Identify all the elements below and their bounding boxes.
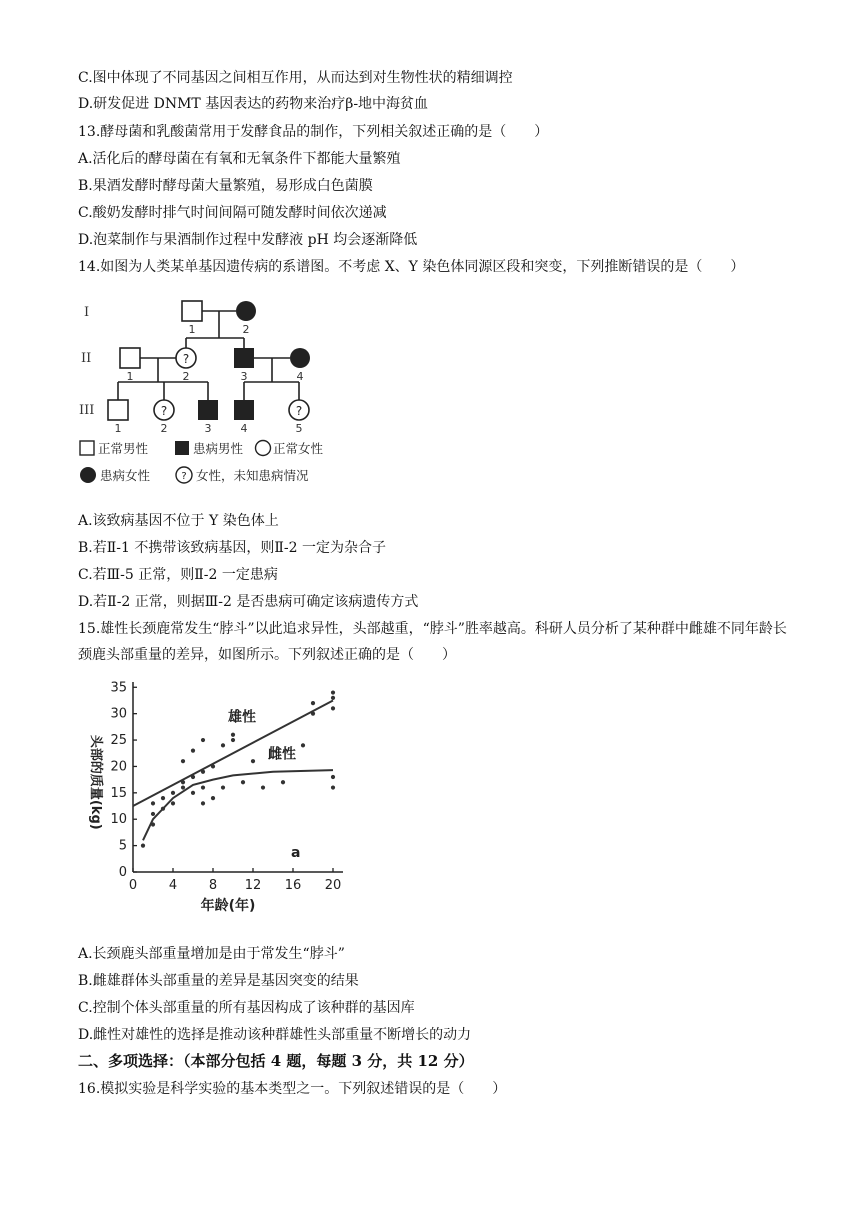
iii4-affected-male — [234, 400, 254, 420]
gen-label-1: I — [84, 305, 90, 320]
data-point — [331, 690, 335, 694]
data-point — [231, 733, 235, 737]
legend-affected-male: 患病男性 — [193, 441, 244, 456]
i1-normal-male — [182, 301, 202, 321]
x-axis-label: 年龄(年) — [200, 898, 256, 914]
ii4-number: 4 — [296, 370, 304, 383]
data-point — [231, 738, 235, 742]
data-point — [201, 801, 205, 805]
q16-stem: 16.模拟实验是科学实验的基本类型之一。下列叙述错误的是（ ） — [78, 1081, 507, 1097]
data-point — [311, 701, 315, 705]
q13-option-b: B.果酒发酵时酵母菌大量繁殖，易形成白色菌膜 — [78, 178, 373, 194]
gen-label-3: III — [79, 403, 95, 418]
series-label-male: 雄性 — [228, 709, 256, 726]
x-tick-label: 20 — [324, 878, 342, 893]
y-axis-label: 头部的质量(kg) — [88, 734, 103, 830]
data-point — [171, 801, 175, 805]
legend-affected-male-icon — [175, 441, 189, 455]
data-point — [211, 796, 215, 800]
data-point — [221, 743, 225, 747]
data-point — [221, 785, 225, 789]
data-point — [301, 743, 305, 747]
q14-option-a: A.该致病基因不位于 Y 染色体上 — [78, 513, 279, 529]
data-point — [161, 796, 165, 800]
q14-option-b: B.若Ⅱ-1 不携带该致病基因，则Ⅱ-2 一定为杂合子 — [78, 540, 386, 556]
legend-normal-male: 正常男性 — [98, 441, 149, 456]
i1-number: 1 — [188, 323, 196, 336]
data-point — [161, 807, 165, 811]
data-point — [251, 759, 255, 763]
data-point — [311, 712, 315, 716]
legend-normal-female-icon — [256, 441, 271, 456]
ii3-affected-male — [234, 348, 254, 368]
q14-stem: 14.如图为人类某单基因遗传病的系谱图。不考虑 X、Y 染色体同源区段和突变，下列推断错误的是（ ） — [78, 259, 745, 275]
y-tick-label: 20 — [110, 759, 127, 775]
legend-affected-female-icon — [80, 467, 96, 483]
q13-option-c: C.酸奶发酵时排气时间间隔可随发酵时间依次递减 — [78, 205, 387, 221]
head-weight-chart — [78, 672, 368, 924]
data-point — [331, 696, 335, 700]
ii2-number: 2 — [182, 370, 190, 383]
section-2-heading: 二、多项选择：（本部分包括 4 题，每题 3 分，共 12 分） — [78, 1052, 474, 1070]
data-point — [201, 785, 205, 789]
data-point — [191, 775, 195, 779]
q13-option-a: A.活化后的酵母菌在有氧和无氧条件下都能大量繁殖 — [78, 151, 401, 167]
q15-option-b: B.雌雄群体头部重量的差异是基因突变的结果 — [78, 973, 359, 989]
q12-option-c: C.图中体现了不同基因之间相互作用，从而达到对生物性状的精细调控 — [78, 70, 513, 86]
q15-stem: 15.雄性长颈鹿常发生“脖斗”以此追求异性，头部越重，“脖斗”胜率越高。科研人员分析了某种群中雌雄不同年龄长颈鹿头部重量的差异，如图所示。下列叙述正确的是（ ） — [78, 621, 787, 663]
y-tick-label: 15 — [110, 785, 127, 801]
q13-option-d: D.泡菜制作与果酒制作过程中发酵液 pH 均会逐渐降低 — [78, 232, 418, 248]
data-point — [261, 785, 265, 789]
ii1-number: 1 — [126, 370, 134, 383]
data-point — [181, 780, 185, 784]
data-point — [201, 738, 205, 742]
data-point — [241, 780, 245, 784]
iii4-number: 4 — [240, 422, 248, 435]
iii1-number: 1 — [114, 422, 122, 435]
iii2-unknown-mark: ? — [160, 404, 168, 418]
q15-option-d: D.雌性对雄性的选择是推动该种群雄性头部重量不断增长的动力 — [78, 1027, 472, 1043]
iii3-affected-male — [198, 400, 218, 420]
data-point — [331, 706, 335, 710]
ii2-unknown-mark: ? — [182, 352, 190, 366]
iii5-unknown-mark: ? — [295, 404, 303, 418]
ii4-affected-female — [290, 348, 310, 368]
data-point — [181, 759, 185, 763]
i2-number: 2 — [242, 323, 250, 336]
data-point — [151, 822, 155, 826]
legend-affected-female: 患病女性 — [100, 468, 151, 483]
y-tick-label: 10 — [110, 812, 127, 828]
q13-stem: 13.酵母菌和乳酸菌常用于发酵食品的制作，下列相关叙述正确的是（ ） — [78, 124, 549, 140]
data-point — [331, 775, 335, 779]
y-tick-label: 30 — [110, 706, 127, 722]
data-point — [181, 785, 185, 789]
y-tick-label: 5 — [118, 838, 127, 854]
legend-normal-female: 正常女性 — [273, 441, 324, 456]
x-tick-label: 8 — [208, 878, 218, 893]
data-point — [211, 764, 215, 768]
legend-normal-male-icon — [80, 441, 94, 455]
gen-label-2: II — [81, 351, 92, 366]
q14-option-d: D.若Ⅱ-2 正常，则据Ⅲ-2 是否患病可确定该病遗传方式 — [78, 594, 419, 610]
x-tick-label: 12 — [244, 878, 262, 893]
ii3-number: 3 — [240, 370, 248, 383]
x-tick-label: 4 — [168, 878, 178, 893]
q12-option-d: D.研发促进 DNMT 基因表达的药物来治疗β-地中海贫血 — [78, 96, 429, 112]
legend-unknown-female: 女性，未知患病情况 — [196, 468, 309, 483]
i2-affected-female — [236, 301, 256, 321]
panel-label: a — [291, 845, 301, 862]
y-tick-label: 35 — [110, 680, 127, 696]
iii1-normal-male — [108, 400, 128, 420]
data-point — [201, 770, 205, 774]
data-point — [151, 801, 155, 805]
x-tick-label: 16 — [284, 878, 302, 893]
iii5-number: 5 — [295, 422, 303, 435]
legend-unknown-mark: ? — [181, 471, 187, 482]
pedigree-chart — [78, 290, 358, 495]
q15-option-c: C.控制个体头部重量的所有基因构成了该种群的基因库 — [78, 1000, 415, 1016]
trend-line-female — [143, 770, 333, 840]
data-point — [141, 844, 145, 848]
data-point — [191, 749, 195, 753]
data-point — [171, 791, 175, 795]
data-point — [191, 791, 195, 795]
y-tick-label: 25 — [110, 733, 127, 749]
q14-option-c: C.若Ⅲ-5 正常，则Ⅱ-2 一定患病 — [78, 567, 278, 583]
ii1-normal-male — [120, 348, 140, 368]
data-point — [151, 812, 155, 816]
q15-option-a: A.长颈鹿头部重量增加是由于常发生“脖斗” — [78, 946, 345, 962]
series-label-female: 雌性 — [268, 746, 296, 763]
y-tick-label: 0 — [118, 865, 127, 880]
iii2-number: 2 — [160, 422, 168, 435]
data-point — [281, 780, 285, 784]
data-point — [331, 785, 335, 789]
iii3-number: 3 — [204, 422, 212, 435]
x-tick-label: 0 — [128, 878, 138, 893]
